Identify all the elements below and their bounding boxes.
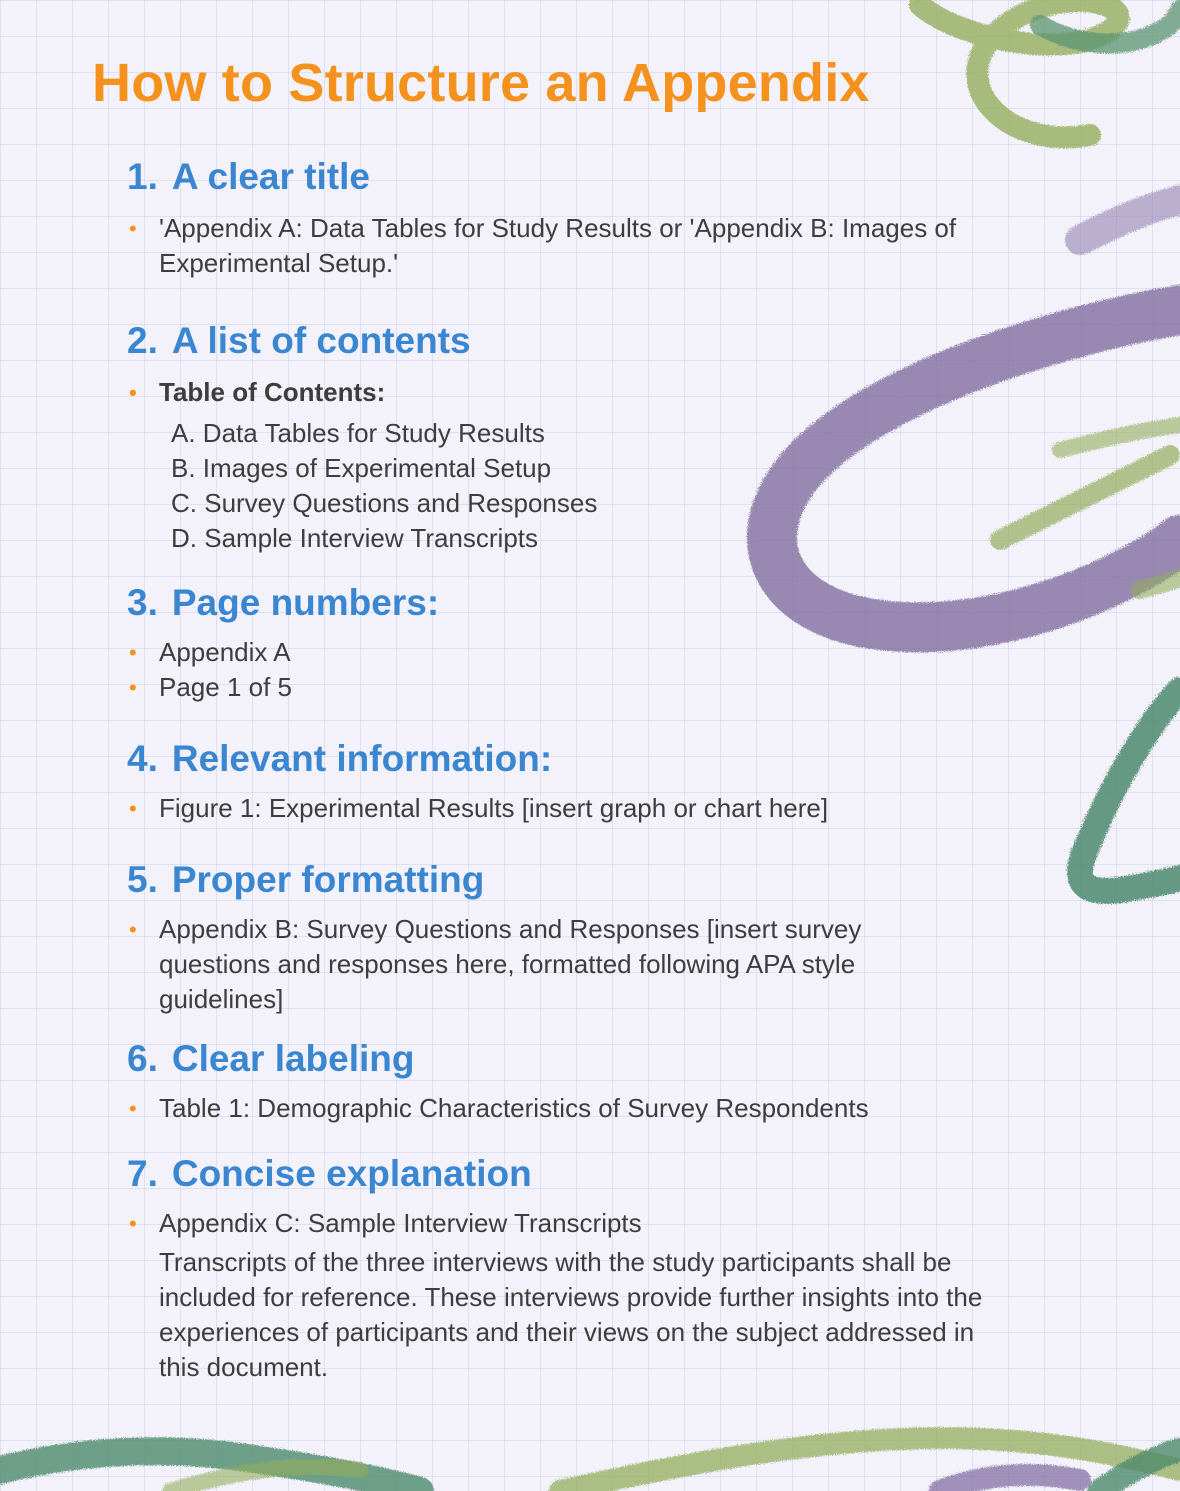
section-heading (127, 737, 1007, 781)
section-heading-text: A clear title (171, 156, 370, 197)
bullet-list (127, 375, 1007, 410)
list-item (127, 635, 1007, 670)
contents-entry: B. Images of Experimental Setup (171, 453, 552, 483)
bullet-icon: • (129, 640, 137, 665)
list-item-text: Table 1: Demographic Characteristics of Survey Respondents (159, 1093, 869, 1123)
list-item-text: Figure 1: Experimental Results [insert graph or chart here] (159, 793, 829, 823)
list-item-text: Table of Contents: (159, 377, 386, 407)
contents-entry: A. Data Tables for Study Results (171, 418, 545, 448)
bullet-icon: • (129, 675, 137, 700)
section-heading (127, 581, 1007, 625)
green-loop-top (1040, 10, 1180, 44)
list-item (127, 791, 1007, 826)
bullet-icon: • (129, 917, 137, 942)
section-clear-labeling (127, 1037, 1007, 1126)
purple-stroke-bottom-right (940, 1475, 1080, 1491)
section-number: 7. (127, 1153, 158, 1194)
green-stroke-bottom-right (1100, 1450, 1180, 1491)
section-page-numbers (127, 581, 1007, 705)
section-number: 4. (127, 738, 158, 779)
lime-stroke-bottom-right (560, 1438, 1180, 1491)
page-title: How to Structure an Appendix (92, 53, 870, 113)
list-item (127, 1091, 1007, 1126)
section-heading (127, 858, 927, 902)
section-heading-text: Relevant information: (171, 738, 553, 779)
list-item-text: 'Appendix A: Data Tables for Study Results or 'Appendix B: Images of Experimental Setup.' (159, 213, 957, 278)
contents-entry: D. Sample Interview Transcripts (171, 523, 539, 553)
green-swirl-right (1080, 690, 1180, 891)
section-heading-text: Proper formatting (171, 859, 485, 900)
green-stroke-bottom-left (0, 1451, 420, 1491)
section-proper-formatting (127, 858, 927, 1017)
bullet-icon: • (129, 216, 137, 241)
section-heading-text: A list of contents (171, 320, 471, 361)
list-item-text: Appendix C: Sample Interview Transcripts (159, 1208, 642, 1238)
list-item-text: Appendix B: Survey Questions and Responses [insert survey questions and responses here, formatted following APA style guidelines] (159, 914, 862, 1014)
list-item (127, 375, 1007, 410)
contents-entry: C. Survey Questions and Responses (171, 488, 598, 518)
section-heading-text: Page numbers: (171, 582, 440, 623)
lime-stroke-mid-3 (1140, 578, 1180, 590)
section-number: 6. (127, 1038, 158, 1079)
bullet-list (127, 1091, 1007, 1126)
section-number: 1. (127, 156, 158, 197)
list-item-text: Page 1 of 5 (159, 672, 292, 702)
bullet-icon: • (129, 796, 137, 821)
lime-loop-top (920, 1, 1119, 137)
list-item (127, 912, 927, 1017)
section-heading (127, 1037, 1007, 1081)
bullet-list (127, 791, 1007, 826)
section-number: 3. (127, 582, 158, 623)
section-concise-explanation (127, 1152, 997, 1385)
bullet-icon: • (129, 380, 137, 405)
lime-stroke-mid (1000, 455, 1170, 540)
section-heading-text: Clear labeling (171, 1038, 415, 1079)
lime-stroke-bottom-left (170, 1467, 360, 1491)
section-list-of-contents (127, 319, 1007, 556)
section-heading (127, 1152, 997, 1196)
bullet-icon: • (129, 1211, 137, 1236)
section-relevant-information (127, 737, 1007, 826)
bullet-icon: • (129, 1096, 137, 1121)
section-heading (127, 319, 1007, 363)
lime-stroke-mid-2 (1060, 425, 1180, 450)
list-item (127, 1206, 997, 1241)
section-clear-title (127, 155, 1007, 281)
list-item (127, 211, 1007, 281)
contents-sublist (127, 416, 1007, 556)
bullet-list (127, 635, 1007, 705)
section-number: 2. (127, 320, 158, 361)
section-number: 5. (127, 859, 158, 900)
explanation-paragraph: Transcripts of the three interviews with the study participants shall be included for reference. These interviews provide further insights into the experiences of participants and their views on the subject addressed in this document. (159, 1247, 983, 1382)
bullet-list (127, 912, 927, 1017)
list-item (127, 670, 1007, 705)
bullet-list (127, 211, 1007, 281)
list-item-text: Appendix A (159, 637, 291, 667)
section-heading-text: Concise explanation (171, 1153, 532, 1194)
section-heading (127, 155, 1007, 199)
purple-swirl-upper (1080, 200, 1180, 240)
bullet-list (127, 1206, 997, 1241)
